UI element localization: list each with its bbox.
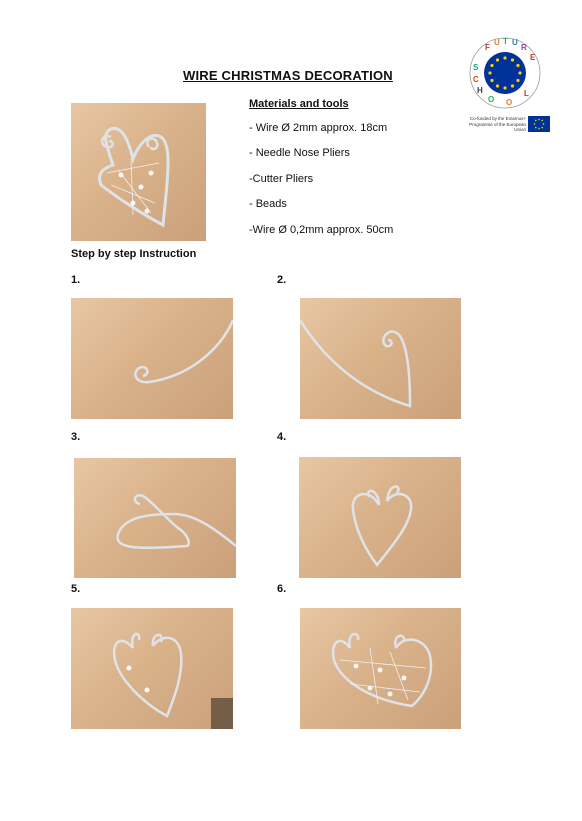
logo-letter: O [488, 95, 495, 104]
material-item: - Beads [249, 198, 287, 210]
step-number-1: 1. [71, 274, 81, 286]
logo-letter: S [473, 63, 479, 72]
step-number-6: 6. [277, 583, 287, 595]
finished-decoration-photo [71, 103, 206, 241]
logo-letter: O [506, 98, 513, 107]
eu-flag-icon [528, 116, 550, 132]
material-item: - Wire Ø 2mm approx. 18cm [249, 122, 388, 134]
step-number-3: 3. [71, 431, 81, 443]
material-item: -Wire Ø 0,2mm approx. 50cm [249, 224, 394, 236]
logo-letter: T [503, 37, 508, 46]
step-2-photo [300, 298, 461, 419]
step-1-photo [71, 298, 233, 419]
step-5-photo [71, 608, 233, 729]
material-item: -Cutter Pliers [249, 173, 314, 185]
logo-letter: F [485, 43, 490, 52]
step-4-photo [299, 457, 461, 578]
future-school-logo [468, 36, 542, 110]
step-3-photo [74, 458, 236, 578]
step-number-5: 5. [71, 583, 81, 595]
step-number-4: 4. [277, 431, 287, 443]
step-6-photo [300, 608, 461, 729]
logo-letter: U [512, 38, 518, 47]
logo-letter: R [521, 43, 527, 52]
materials-heading: Materials and tools [249, 98, 349, 110]
cofund-text: Co-funded by the Erasmus+ Programme of the European Union [469, 116, 526, 132]
page-title: WIRE CHRISTMAS DECORATION [183, 68, 393, 83]
step-number-2: 2. [277, 274, 287, 286]
logo-letter: L [524, 89, 529, 98]
material-item: - Needle Nose Pliers [249, 147, 350, 159]
logo-letter: H [477, 86, 483, 95]
steps-heading: Step by step Instruction [71, 248, 197, 260]
logo-letter: U [494, 38, 500, 47]
logo-letter: C [473, 75, 479, 84]
logo-letter: E [530, 53, 536, 62]
